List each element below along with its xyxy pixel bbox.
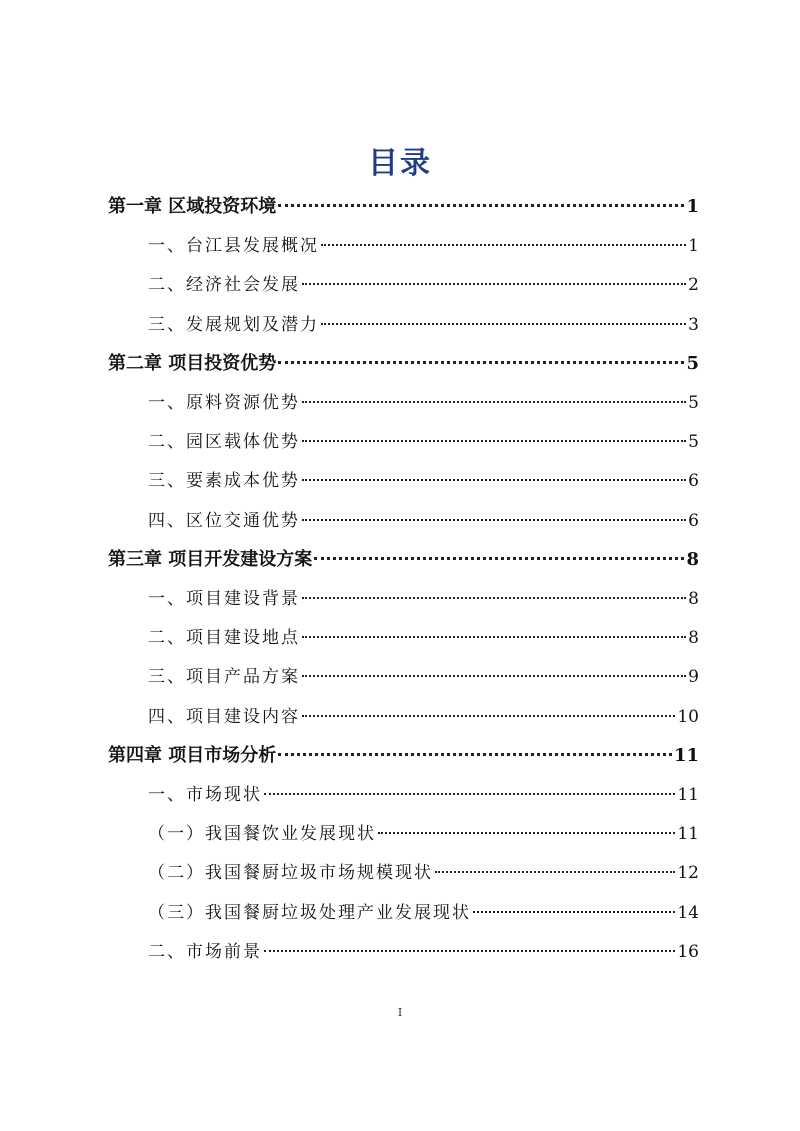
toc-entry-sub[interactable] [148,899,699,927]
toc-entry-section[interactable] [148,311,699,339]
dot-leader [278,361,684,364]
toc-entry-section[interactable] [148,663,699,691]
dot-leader [314,557,684,560]
toc-entry-section[interactable] [148,703,699,731]
dot-leader [278,204,684,207]
toc-entry-page-number: 11 [673,745,699,766]
toc-entry-page-number: 10 [677,707,699,727]
toc-entry-page-number: 1 [688,236,699,256]
toc-entry-label: 一、市场现状 [148,785,262,805]
toc-entry-page-number: 5 [688,393,699,413]
toc-entry-chapter[interactable] [108,742,699,770]
dot-leader [302,401,686,403]
toc-entry-section[interactable] [148,938,699,966]
dot-leader [321,323,686,325]
toc-entry-label: 二、园区载体优势 [148,432,300,452]
toc-entry-section[interactable] [148,624,699,652]
toc-entry-page-number: 9 [688,667,699,687]
dot-leader [435,871,675,873]
toc-entry-page-number: 6 [688,511,699,531]
toc-entry-page-number: 14 [677,903,699,923]
toc-entry-label: 一、原料资源优势 [148,393,300,413]
dot-leader [264,793,675,795]
toc-entry-page-number: 1 [686,196,699,217]
dot-leader [302,440,686,442]
toc-entry-label: 一、台江县发展概况 [148,236,319,256]
toc-entry-label: 一、项目建设背景 [148,589,300,609]
toc-entry-page-number: 5 [688,432,699,452]
toc-entry-chapter[interactable] [108,350,699,378]
toc-entry-section[interactable] [148,467,699,495]
toc-entry-chapter[interactable] [108,546,699,574]
toc-entry-page-number: 12 [677,863,699,883]
footer-page-number: I [397,1006,403,1019]
toc-entry-page-number: 8 [688,628,699,648]
toc-entry-label: 二、项目建设地点 [148,628,300,648]
toc-entry-label: 三、发展规划及潜力 [148,315,319,335]
toc-entry-section[interactable] [148,585,699,613]
toc-entry-label: 第二章 项目投资优势 [108,353,277,374]
toc-entry-section[interactable] [148,271,699,299]
dot-leader [302,715,675,717]
toc-entry-label: 第三章 项目开发建设方案 [108,549,313,570]
toc-entry-page-number: 16 [677,942,699,962]
toc-entry-section[interactable] [148,389,699,417]
toc-entry-label: 二、经济社会发展 [148,275,300,295]
toc-entry-page-number: 8 [688,589,699,609]
dot-leader [264,950,675,952]
toc-entry-label: （二）我国餐厨垃圾市场规模现状 [148,863,433,883]
toc-entry-section[interactable] [148,232,699,260]
dot-leader [302,479,686,481]
dot-leader [321,244,686,246]
toc-entry-page-number: 11 [677,785,699,805]
toc-entry-label: 二、市场前景 [148,942,262,962]
toc-entry-label: （三）我国餐厨垃圾处理产业发展现状 [148,903,471,923]
toc-entry-sub[interactable] [148,820,699,848]
toc-title: 目录 [368,146,432,181]
toc-entry-label: 四、区位交通优势 [148,511,300,531]
toc-entry-chapter[interactable] [108,193,699,221]
toc-entry-sub[interactable] [148,859,699,887]
toc-entry-page-number: 8 [686,549,699,570]
toc-entry-page-number: 11 [677,824,699,844]
dot-leader [302,597,686,599]
dot-leader [302,636,686,638]
dot-leader [302,283,686,285]
toc-entry-page-number: 2 [688,275,699,295]
toc-entry-page-number: 3 [688,315,699,335]
dot-leader [378,832,675,834]
toc-entry-label: 三、项目产品方案 [148,667,300,687]
dot-leader [473,911,675,913]
toc-entry-label: 第一章 区域投资环境 [108,196,277,217]
toc-entry-page-number: 6 [688,471,699,491]
dot-leader [302,519,686,521]
toc-entry-label: （一）我国餐饮业发展现状 [148,824,376,844]
toc-entry-label: 四、项目建设内容 [148,707,300,727]
toc-entry-label: 第四章 项目市场分析 [108,745,277,766]
toc-entry-page-number: 5 [686,353,699,374]
toc-entry-section[interactable] [148,781,699,809]
dot-leader [302,675,686,677]
toc-entry-label: 三、要素成本优势 [148,471,300,491]
toc-entry-section[interactable] [148,428,699,456]
toc-entry-section[interactable] [148,507,699,535]
dot-leader [278,753,672,756]
